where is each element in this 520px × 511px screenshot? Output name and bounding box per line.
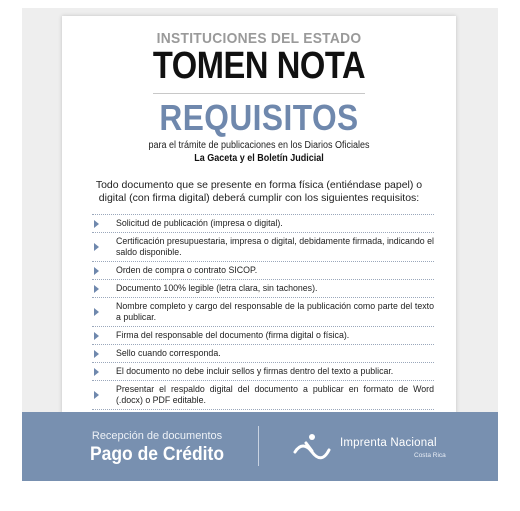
requirement-text: Sello cuando corresponda. [116,348,221,358]
requirement-text: El documento no debe incluir sellos y firmas dentro del texto a publicar. [116,366,394,376]
notice-card [62,16,456,414]
footer-title: Pago de Crédito [89,444,225,465]
triangle-bullet-icon [94,285,99,293]
triangle-bullet-icon [94,308,99,316]
requirement-item [92,233,434,262]
triangle-bullet-icon [94,368,99,376]
footer-label: Recepción de documentos [91,430,223,442]
logo-subtitle: Costa Rica [414,452,446,459]
requirement-text: Solicitud de publicación (impresa o digital). [116,218,283,228]
subtitle: para el trámite de publicaciones en los Diarios Oficiales [148,140,370,151]
header-top-line: INSTITUCIONES DEL ESTADO [156,30,362,47]
requirement-text: Orden de compra o contrato SICOP. [116,265,258,275]
triangle-bullet-icon [94,350,99,358]
logo-name: Imprenta Nacional [340,437,437,449]
triangle-bullet-icon [94,391,99,399]
triangle-bullet-icon [94,332,99,340]
requirement-text: Presentar el respaldo digital del documento a publicar en formato de Word (.docx) o PDF editable. [116,384,434,405]
requirement-item [92,214,434,233]
requirement-item [92,381,434,410]
requirement-text: Firma del responsable del documento (firma digital o física). [116,330,350,340]
requirement-text: Documento 100% legible (letra clara, sin tachones). [116,283,318,293]
requirement-item [92,345,434,363]
intro-text: Todo documento que se presente en forma física (entiéndase papel) o digital (con firma digital) deberá cumplir con los siguientes requisitos: [95,179,423,204]
triangle-bullet-icon [94,243,99,251]
requirement-text: Certificación presupuestaria, impresa o digital, debidamente firmada, indicando el saldo disponible. [116,236,434,257]
requirement-item [92,363,434,381]
triangle-bullet-icon [94,267,99,275]
section-title: REQUISITOS [159,97,359,138]
title-divider [153,93,365,94]
requirement-item [92,298,434,327]
requirement-item [92,262,434,280]
subtitle-bold: La Gaceta y el Boletín Judicial [194,153,324,164]
footer-separator [258,426,259,466]
requirements-list [92,214,434,410]
footer-banner [22,412,498,481]
triangle-bullet-icon [94,220,99,228]
requirement-text: Nombre completo y cargo del responsable de la publicación como parte del texto a publicar. [116,301,434,322]
requirement-item [92,280,434,298]
imprenta-nacional-logo-icon [292,432,332,464]
main-title: TOMEN NOTA [152,45,366,87]
requirement-item [92,327,434,345]
